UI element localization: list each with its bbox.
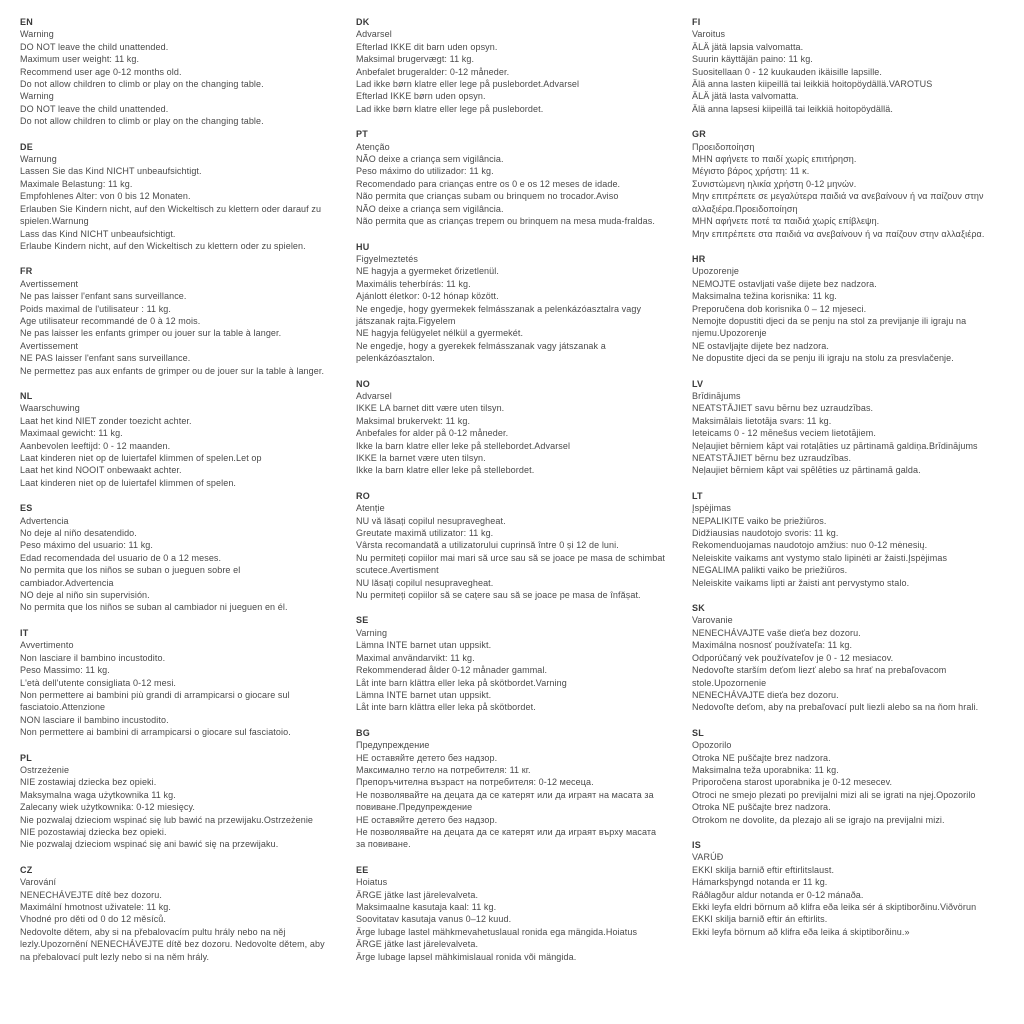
warning-line: NENECHÁVEJTE dítě bez dozoru.	[20, 889, 162, 900]
language-section-lv	[692, 378, 1004, 477]
warning-line: Nie pozwalaj dzieciom wspinać się lub bawić na przewijaku.Ostrzeżenie	[20, 814, 314, 825]
warning-line: ÄRGE jätke last järelevalveta.	[356, 939, 479, 950]
warning-line: Предупреждение	[356, 740, 430, 751]
warning-line: Låt inte barn klättra eller leka på skötbordet.Varning	[356, 677, 567, 688]
warning-line: NE hagyja a gyermeket őrizetlenül.	[356, 266, 499, 277]
warning-line: Otroka NE puščajte brez nadzora.	[692, 752, 831, 763]
warning-line: Maximální hmotnost uživatele: 11 kg.	[20, 902, 172, 912]
warning-line: ÄLÄ jätä lapsia valvomatta.	[692, 41, 804, 52]
warning-line: Rekomenduojamas naudotojo amžius: nuo 0-12 mėnesių.	[692, 540, 928, 551]
language-section-pt	[356, 128, 668, 227]
warning-line: Avvertimento	[20, 640, 74, 651]
warning-line: Προειδοποίηση	[692, 141, 755, 152]
warning-line: Maximal användarvikt: 11 kg.	[356, 652, 475, 663]
warning-line: Älä anna lapsesi kiipeillä tai leikkiä hoitopöydällä.	[692, 103, 893, 114]
warning-line: Preporučena dob korisnika 0 – 12 mjeseci.	[692, 303, 867, 314]
warning-line: Laat het kind NOOIT onbewaakt achter.	[20, 465, 182, 476]
warning-line: Varoitus	[692, 29, 726, 40]
warning-line: Maximum user weight: 11 kg.	[20, 54, 140, 65]
warning-line: Ärge lubage lastel mähkmevahetuslaual ronida ega mängida.Hoiatus	[356, 926, 638, 937]
warning-line: NEATSTĀJIET savu bērnu bez uzraudzības.	[692, 403, 874, 414]
warning-line: Upozorenje	[692, 266, 740, 277]
warning-line: No permita que los niños se suban o jueguen sobre el cambiador.Advertencia	[20, 565, 241, 588]
language-code: NL	[20, 390, 33, 401]
warning-line: Atenție	[356, 503, 385, 514]
language-code: EN	[20, 17, 33, 27]
warning-line: Ostrzeżenie	[20, 764, 70, 775]
warning-line: Rekommenderad ålder 0-12 månader gammal.	[356, 665, 548, 676]
warning-line: Не позволявайте на децата да се катерят или да играят върху масата за повиване.	[356, 826, 657, 850]
warning-line: Neleiskite vaikams lipti ar žaisti ant pervystymo stalo.	[692, 577, 910, 588]
warning-line: Figyelmeztetés	[356, 253, 418, 264]
warning-line: Maximális teherbírás: 11 kg.	[356, 278, 471, 289]
warning-line: Do not allow children to climb or play on the changing table.	[20, 116, 264, 127]
warning-line: Maksimal brugervægt: 11 kg.	[356, 54, 475, 65]
warning-line: Warning	[20, 29, 54, 40]
language-section-bg	[356, 727, 668, 851]
warning-line: NE hagyja felügyelet nélkül a gyermekét.	[356, 328, 524, 339]
warning-line: ÄLÄ jätä lasta valvomatta.	[692, 91, 799, 102]
warning-line: Erlauben Sie Kindern nicht, auf den Wickeltisch zu klettern oder darauf zu spielen.Warnung	[20, 203, 322, 227]
warning-line: Låt inte barn klättra eller leka på skötbordet.	[356, 702, 536, 713]
warning-line: Maksimaalne kasutaja kaal: 11 kg.	[356, 902, 497, 912]
warning-line: Didžiausias naudotojo svoris: 11 kg.	[692, 528, 839, 539]
language-section-de	[20, 141, 332, 253]
language-code: PL	[20, 752, 32, 763]
warning-line: Hámarksþyngd notanda er 11 kg.	[692, 877, 828, 888]
language-section-dk	[356, 16, 668, 115]
warning-line: Nu permiteți copiilor mai mari să urce sau să se joace pe masa de schimbat scutece.Avertisment	[356, 552, 666, 576]
warning-line: EKKI skilja barnið eftir eftirlitslaust.	[692, 864, 835, 875]
warning-line: Laat kinderen niet op de luiertafel klimmen of spelen.	[20, 477, 237, 488]
warning-line: Ärge lubage lapsel mähkimislaual ronida või mängida.	[356, 951, 577, 962]
warning-line: Peso máximo do utilizador: 11 kg.	[356, 166, 494, 177]
warning-line: NU lăsați copilul nesupravegheat.	[356, 577, 494, 588]
warning-line: Ne pas laisser l'enfant sans surveillance.	[20, 291, 187, 302]
language-code: SE	[356, 615, 369, 626]
warning-line: Empfohlenes Alter: von 0 bis 12 Monaten.	[20, 191, 191, 202]
warning-line: NÃO deixe a criança sem vigilância.	[356, 203, 504, 214]
warning-line: Neleiskite vaikams ant vystymo stalo lipinėti ar žaisti.Įspėjimas	[692, 552, 948, 563]
warning-line: ÄRGE jätke last järelevalveta.	[356, 889, 479, 900]
language-code: LT	[692, 490, 703, 501]
warning-line: Advarsel	[356, 390, 392, 401]
warning-line: Ne pas laisser les enfants grimper ou jouer sur la table à langer.	[20, 328, 282, 339]
warning-line: Maximaal gewicht: 11 kg.	[20, 428, 123, 439]
warning-line: Ne engedje, hogy a gyerekek felmásszanak vagy játszanak a pelenkázóasztalon.	[356, 340, 606, 364]
warning-line: NON lasciare il bambino incustodito.	[20, 714, 169, 725]
warning-line: Varovanie	[692, 615, 733, 626]
warning-line: Lassen Sie das Kind NICHT unbeaufsichtigt.	[20, 166, 202, 177]
warning-line: Otrokom ne dovolite, da plezajo ali se igrajo na previjalni mizi.	[692, 814, 945, 825]
language-code: HR	[692, 253, 706, 264]
warning-line: Recommend user age 0-12 months old.	[20, 66, 182, 77]
warning-line: Edad recomendada del usuario de 0 a 12 meses.	[20, 552, 222, 563]
warning-line: Odporúčaný vek používateľov je 0 - 12 mesiacov.	[692, 652, 894, 663]
column-1	[20, 16, 332, 976]
warning-line: Vhodné pro děti od 0 do 12 měsíců.	[20, 914, 166, 925]
warning-line: Älä anna lasten kiipeillä tai leikkiä hoitopöydällä.VAROTUS	[692, 79, 933, 90]
warning-line: Ajánlott életkor: 0-12 hónap között.	[356, 291, 499, 302]
language-section-se	[356, 614, 668, 713]
warning-line: No deje al niño desatendido.	[20, 528, 137, 539]
warning-line: Maksimālais lietotāja svars: 11 kg.	[692, 415, 832, 426]
warning-line: NEPALIKITE vaiko be priežiūros.	[692, 515, 827, 526]
warning-line: Waarschuwing	[20, 403, 80, 414]
warning-line: Lämna INTE barnet utan uppsikt.	[356, 640, 492, 651]
language-section-hr	[692, 253, 1004, 365]
warning-line: Nedovoľte deťom, aby na prebaľovací pult liezli alebo sa na ňom hrali.	[692, 702, 979, 713]
language-section-ro	[356, 490, 668, 602]
warning-line: Maximale Belastung: 11 kg.	[20, 178, 133, 189]
warning-line: NEMOJTE ostavljati vaše dijete bez nadzora.	[692, 278, 877, 289]
language-section-es	[20, 502, 332, 614]
column-3	[692, 16, 1004, 951]
language-section-cz	[20, 864, 332, 963]
warning-line: NIE zostawiaj dziecka bez opieki.	[20, 777, 157, 788]
language-code: SK	[692, 603, 705, 614]
warning-line: NE ostavljajte dijete bez nadzora.	[692, 340, 829, 351]
language-section-pl	[20, 752, 332, 851]
warning-line: Greutate maximă utilizator: 11 kg.	[356, 528, 494, 539]
language-code: ES	[20, 503, 33, 514]
warning-line: NE PAS laisser l'enfant sans surveillance.	[20, 353, 191, 364]
language-code: EE	[356, 864, 369, 875]
warning-line: Ieteicams 0 - 12 mēnešus veciem lietotājiem.	[692, 428, 876, 439]
warning-line: Age utilisateur recommandé de 0 à 12 mois.	[20, 315, 201, 326]
warning-line: Ekki leyfa eldri börnum að klifra eða leika sér á skiptiborðinu.Viðvörun	[692, 902, 977, 912]
warning-line: NU vă lăsați copilul nesupravegheat.	[356, 515, 506, 526]
warning-line: Peso máximo del usuario: 11 kg.	[20, 540, 153, 551]
warning-line: Não permita que crianças subam ou brinquem no trocador.Aviso	[356, 191, 619, 202]
warning-line: Do not allow children to climb or play on the changing table.	[20, 79, 264, 90]
language-code: RO	[356, 490, 370, 501]
language-section-fr	[20, 265, 332, 377]
warning-line: Priporočena starost uporabnika je 0-12 mesecev.	[692, 777, 893, 788]
warning-line: Recomendado para crianças entre os 0 e os 12 meses de idade.	[356, 178, 621, 189]
language-code: IT	[20, 627, 29, 638]
warning-line: Opozorilo	[692, 740, 732, 751]
warning-line: Non permettere ai bambini più grandi di arrampicarsi o giocare sul fasciatoio.Attenzione	[20, 689, 290, 713]
language-section-nl	[20, 390, 332, 489]
warning-line: IKKE la barnet være uten tilsyn.	[356, 453, 486, 463]
warning-line: Avertissement	[20, 278, 79, 289]
language-code: DK	[356, 17, 370, 27]
language-section-fi	[692, 16, 1004, 115]
warning-line: Maksimalna težina korisnika: 11 kg.	[692, 291, 837, 302]
language-code: CZ	[20, 864, 33, 875]
language-section-it	[20, 627, 332, 739]
warning-line: Ráðlagður aldur notanda er 0-12 mánaða.	[692, 889, 864, 900]
language-section-gr	[692, 128, 1004, 240]
warning-line: NEATSTĀJIET bērnu bez uzraudzības.	[692, 453, 852, 463]
warning-line: Non lasciare il bambino incustodito.	[20, 652, 166, 663]
warning-line: Non permettere ai bambini di arrampicarsi o giocare sul fasciatoio.	[20, 727, 291, 738]
language-code: GR	[692, 129, 706, 140]
warning-line: Atenção	[356, 141, 390, 152]
language-section-is	[692, 839, 1004, 938]
warning-line: Advarsel	[356, 29, 392, 40]
language-section-sk	[692, 602, 1004, 714]
warning-line: Efterlad IKKE dit barn uden opsyn.	[356, 41, 498, 52]
warning-line: Maksimalna teža uporabnika: 11 kg.	[692, 764, 839, 775]
language-code: SL	[692, 727, 704, 738]
language-code: FI	[692, 17, 701, 27]
warning-line: Lad ikke børn klatre eller lege på puslebordet.	[356, 103, 544, 114]
warning-line: Nedovoľte starším deťom liezť alebo sa hrať na prebaľovacom stole.Upozornenie	[692, 665, 947, 688]
language-code: IS	[692, 839, 701, 850]
warning-line: DO NOT leave the child unattended.	[20, 41, 169, 52]
warning-line: Максимално тегло на потребителя: 11 кг.	[356, 764, 531, 775]
warning-line: Μην επιτρέπετε στα παιδιά να ανεβαίνουν ή να παίζουν στην αλλαξιέρα.	[692, 228, 985, 239]
warning-line: Zalecany wiek użytkownika: 0-12 miesięcy.	[20, 802, 195, 813]
column-2	[356, 16, 668, 976]
language-code: PT	[356, 129, 368, 140]
warning-line: Lad ikke børn klatre eller lege på puslebordet.Advarsel	[356, 79, 580, 90]
warning-line: Συνιστώμενη ηλικία χρήστη 0-12 μηνών.	[692, 178, 857, 189]
warning-line: Aanbevolen leeftijd: 0 - 12 maanden.	[20, 440, 171, 451]
warning-line: Warning	[20, 91, 54, 102]
warning-line: Brīdinājums	[692, 390, 741, 401]
warning-line: Vârsta recomandată a utilizatorului cuprinsă între 0 și 12 de luni.	[356, 540, 619, 551]
warning-line: Μην επιτρέπετε σε μεγαλύτερα παιδιά να ανεβαίνουν ή να παίζουν στην αλλαξιέρα.Προειδοποίηση	[692, 191, 984, 214]
warning-line: Ne engedje, hogy gyermekek felmásszanak a pelenkázóasztalra vagy játszanak rajta.Figyelem	[356, 303, 642, 326]
warning-line: Hoiatus	[356, 877, 388, 888]
warning-line: Nedovolte dětem, aby si na přebalovacím pultu hrály nebo na něj lezly.Upozornění NENECHÁVEJTE dítě bez dozoru. Nedovolte dětem, aby na přebalovací pult lezly nebo si na něm hrály.	[20, 926, 325, 962]
warning-line: Laat het kind NIET zonder toezicht achter.	[20, 415, 192, 426]
warning-line: Soovitatav kasutaja vanus 0–12 kuud.	[356, 914, 512, 925]
warning-line: Ekki leyfa börnum að klifra eða leika á skiptiborðinu.»	[692, 926, 910, 937]
warning-line: NO deje al niño sin supervisión.	[20, 590, 150, 601]
language-code: LV	[692, 378, 704, 389]
language-section-ee	[356, 864, 668, 963]
warning-line: NEGALIMA palikti vaiko be priežiūros.	[692, 565, 848, 576]
warning-line: Peso Massimo: 11 kg.	[20, 665, 110, 676]
warning-line: Neļaujiet bērniem kāpt vai spēlēties uz pārtinamā galda.	[692, 465, 921, 476]
warning-line: НЕ оставяйте детето без надзор.	[356, 814, 498, 825]
warning-line: Nu permiteți copiilor să se cațere sau să se joace pe masa de înfășat.	[356, 590, 641, 601]
warning-line: Varning	[356, 627, 388, 638]
warning-line: Advertencia	[20, 515, 69, 526]
warning-line: Не позволявайте на децата да се катерят или да играят на масата за повиване.Предупреждение	[356, 789, 654, 813]
language-code: DE	[20, 141, 33, 152]
language-section-lt	[692, 490, 1004, 589]
warning-line: NENECHÁVAJTE vaše dieťa bez dozoru.	[692, 627, 861, 638]
warning-line: Otroka NE puščajte brez nadzora.	[692, 802, 831, 813]
language-code: FR	[20, 266, 33, 277]
warning-line: ΜΗΝ αφήνετε ποτέ τα παιδιά χωρίς επίβλεψη.	[692, 216, 880, 227]
warning-line: L'età dell'utente consigliata 0-12 mesi.	[20, 677, 177, 688]
warning-line: Efterlad IKKE børn uden opsyn.	[356, 91, 486, 102]
language-section-en	[20, 16, 332, 128]
language-code: BG	[356, 727, 370, 738]
warning-line: Varování	[20, 877, 57, 888]
warning-line: Įspėjimas	[692, 503, 731, 514]
warning-line: NIE pozostawiaj dziecka bez opieki.	[20, 826, 167, 837]
warning-line: Warnung	[20, 154, 57, 165]
warning-line: Laat kinderen niet op de luiertafel klimmen of spelen.Let op	[20, 453, 262, 463]
warning-line: Ikke la barn klatre eller leke på stellebordet.Advarsel	[356, 440, 571, 451]
warning-line: Otroci ne smejo plezati po previjalni mizi ali se igrati na njej.Opozorilo	[692, 789, 976, 800]
warning-line: Poids maximal de l'utilisateur : 11 kg.	[20, 303, 172, 314]
warning-line: Lass das Kind NICHT unbeaufsichtigt.	[20, 228, 176, 239]
warning-line: Anbefales for alder på 0-12 måneder.	[356, 428, 509, 439]
warning-line: Maximálna nosnosť používateľa: 11 kg.	[692, 640, 853, 651]
warning-line: NENECHÁVAJTE dieťa bez dozoru.	[692, 689, 839, 700]
warning-line: DO NOT leave the child unattended.	[20, 103, 169, 114]
warning-line: Ne dopustite djeci da se penju ili igraju na stolu za presvlačenje.	[692, 353, 954, 364]
warning-line: EKKI skilja barnið eftir án eftirlits.	[692, 914, 828, 925]
warning-line: Μέγιστο βάρος χρήστη: 11 κ.	[692, 166, 810, 177]
warning-line: Maksymalna waga użytkownika 11 kg.	[20, 789, 176, 800]
language-code: NO	[356, 378, 370, 389]
warning-line: Ikke la barn klatre eller leke på stellebordet.	[356, 465, 535, 476]
language-section-no	[356, 378, 668, 477]
warning-line: Neļaujiet bērniem kāpt vai rotaļāties uz pārtinamā galdiņa.Brīdinājums	[692, 440, 978, 451]
warning-line: Erlaube Kindern nicht, auf den Wickeltisch zu klettern oder zu spielen.	[20, 240, 306, 251]
warning-line: Avertissement	[20, 340, 79, 351]
warning-line: Maksimal brukervekt: 11 kg.	[356, 415, 471, 426]
warning-line: NÃO deixe a criança sem vigilância.	[356, 154, 504, 165]
warning-line: ΜΗΝ αφήνετε το παιδί χωρίς επιτήρηση.	[692, 154, 857, 165]
language-section-hu	[356, 241, 668, 365]
language-code: HU	[356, 241, 370, 252]
warning-line: Suurin käyttäjän paino: 11 kg.	[692, 54, 813, 65]
warning-line: Nie pozwalaj dzieciom wspinać się ani bawić się na przewijaku.	[20, 839, 279, 850]
warning-line: VARÚÐ	[692, 852, 724, 863]
warning-line: No permita que los niños se suban al cambiador ni jueguen en él.	[20, 602, 288, 613]
warning-line: Nemojte dopustiti djeci da se penju na stol za previjanje ili igraju na njemu.Upozorenje	[692, 315, 967, 339]
language-section-sl	[692, 727, 1004, 826]
warning-line: Ne permettez pas aux enfants de grimper ou de jouer sur la table à langer.	[20, 365, 325, 376]
warning-line: НЕ оставяйте детето без надзор.	[356, 752, 498, 763]
warning-line: Препоръчителна възраст на потребителя: 0-12 месеца.	[356, 777, 594, 788]
warning-line: Não permita que as crianças trepem ou brinquem na mesa muda-fraldas.	[356, 216, 655, 227]
warning-line: Suositellaan 0 - 12 kuukauden ikäisille lapsille.	[692, 66, 883, 77]
warning-line: Anbefalet brugeralder: 0-12 måneder.	[356, 66, 510, 77]
warning-line: Lämna INTE barnet utan uppsikt.	[356, 689, 492, 700]
warning-line: IKKE LA barnet ditt være uten tilsyn.	[356, 403, 505, 414]
